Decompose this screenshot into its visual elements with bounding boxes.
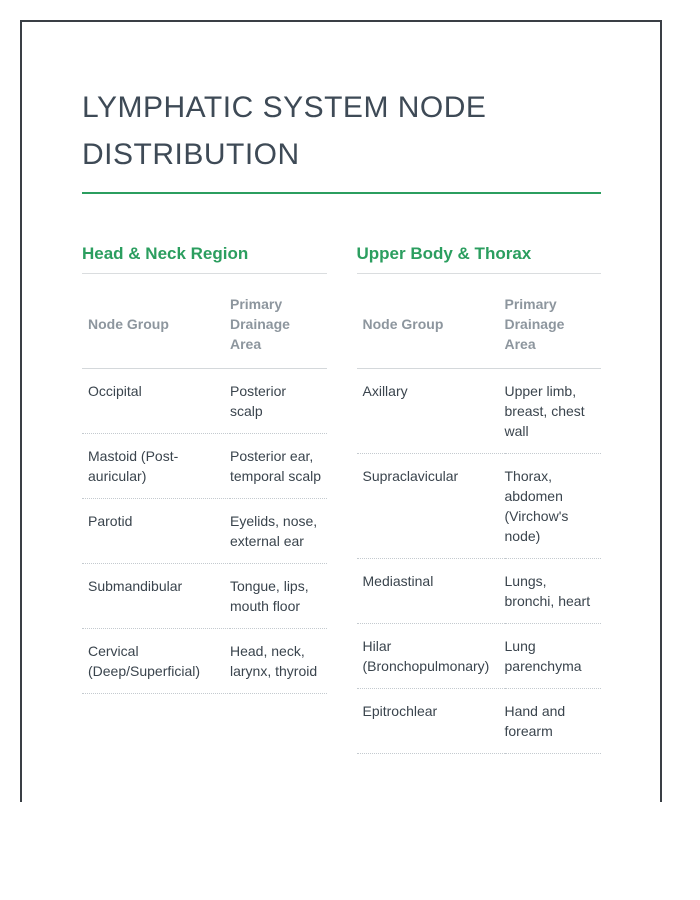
table-header-row xyxy=(82,274,327,369)
page-title-line-1: LYMPHATIC SYSTEM NODE xyxy=(82,91,487,124)
section-head-neck xyxy=(82,244,327,754)
table-row xyxy=(82,434,327,499)
cell-drainage-area: Posterior ear, temporal scalp xyxy=(230,434,327,499)
cell-drainage-area: Lung parenchyma xyxy=(505,624,602,689)
table-row xyxy=(357,559,602,624)
two-column-layout xyxy=(82,244,601,754)
upper-body-table xyxy=(357,274,602,754)
table-row xyxy=(357,454,602,559)
cell-node-group: Parotid xyxy=(82,499,230,564)
section-upper-body-thorax xyxy=(357,244,602,754)
cell-node-group: Axillary xyxy=(357,369,505,454)
cell-drainage-area: Head, neck, larynx, thyroid xyxy=(230,629,327,694)
cell-drainage-area: Eyelids, nose, external ear xyxy=(230,499,327,564)
cell-drainage-area: Upper limb, breast, chest wall xyxy=(505,369,602,454)
head-neck-table xyxy=(82,274,327,694)
cell-drainage-area: Hand and forearm xyxy=(505,689,602,754)
table-row xyxy=(82,369,327,434)
cell-node-group: Submandibular xyxy=(82,564,230,629)
column-header-node-group: Node Group xyxy=(357,274,505,369)
cell-node-group: Mastoid (Post-auricular) xyxy=(82,434,230,499)
table-row xyxy=(82,629,327,694)
cell-drainage-area: Tongue, lips, mouth floor xyxy=(230,564,327,629)
cell-node-group: Supraclavicular xyxy=(357,454,505,559)
column-header-node-group: Node Group xyxy=(82,274,230,369)
section-heading-upper-body: Upper Body & Thorax xyxy=(357,244,602,274)
table-row xyxy=(357,369,602,454)
column-header-drainage-area: Primary Drainage Area xyxy=(505,274,602,369)
table-row xyxy=(82,564,327,629)
cell-drainage-area: Lungs, bronchi, heart xyxy=(505,559,602,624)
title-accent-divider xyxy=(82,192,601,194)
page-title xyxy=(82,84,601,178)
section-heading-head-neck: Head & Neck Region xyxy=(82,244,327,274)
cell-node-group: Hilar (Bronchopulmonary) xyxy=(357,624,505,689)
column-header-drainage-area: Primary Drainage Area xyxy=(230,274,327,369)
cell-node-group: Occipital xyxy=(82,369,230,434)
document-page xyxy=(20,20,662,802)
cell-node-group: Mediastinal xyxy=(357,559,505,624)
table-header-row xyxy=(357,274,602,369)
table-row xyxy=(357,624,602,689)
table-row xyxy=(82,499,327,564)
cell-node-group: Cervical (Deep/Superficial) xyxy=(82,629,230,694)
table-row xyxy=(357,689,602,754)
cell-node-group: Epitrochlear xyxy=(357,689,505,754)
page-title-line-2: DISTRIBUTION xyxy=(82,138,300,171)
cell-drainage-area: Thorax, abdomen (Virchow's node) xyxy=(505,454,602,559)
cell-drainage-area: Posterior scalp xyxy=(230,369,327,434)
